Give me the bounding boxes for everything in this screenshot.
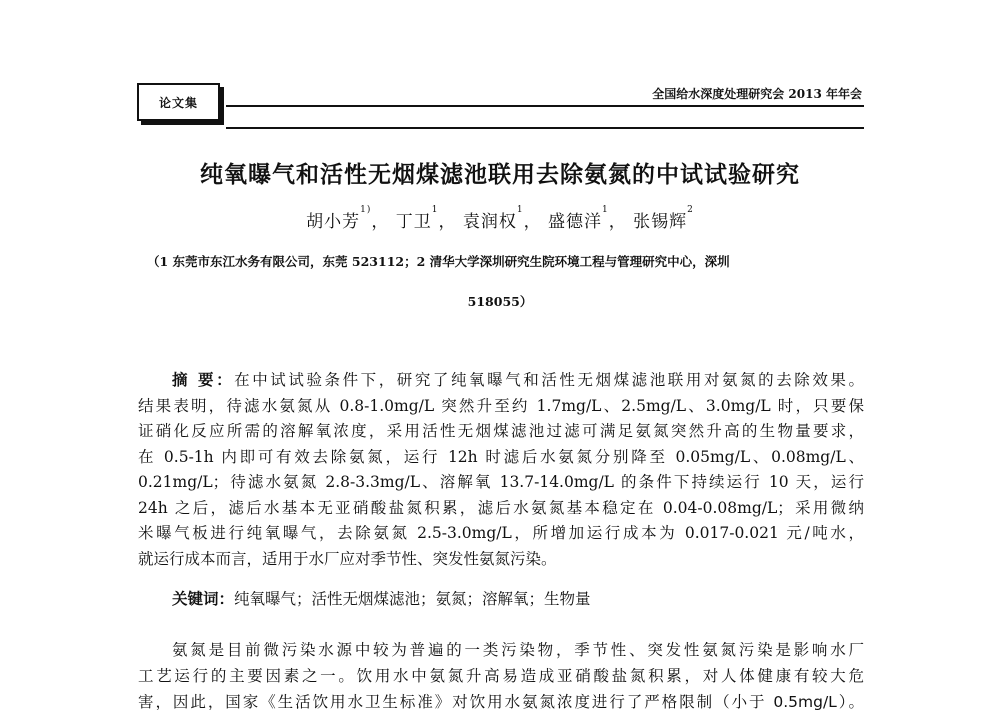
- body-line: 害，因此，国家《生活饮用水卫生标准》对饮用水氨氮浓度进行了严格限制（小于 0.5mg/L）。: [138, 693, 864, 710]
- affiliation-line: 518055）: [467, 294, 533, 309]
- keywords-text: 纯氧曝气；活性无烟煤滤池；氨氮；溶解氧；生物量: [234, 590, 591, 608]
- author-name: 胡小芳: [306, 212, 361, 232]
- author-name: 张锡辉: [633, 212, 688, 232]
- abstract-text: 在中试试验条件下，研究了纯氧曝气和活性无烟煤滤池联用对氨氮的去除效果。: [234, 371, 864, 389]
- author-name: 盛德洋: [548, 212, 603, 232]
- keywords-label: 关键词：: [172, 590, 235, 608]
- abstract-line: 米曝气板进行纯氧曝气，去除氨氮 2.5-3.0mg/L，所增加运行成本为 0.017-0.021 元/吨水，: [138, 524, 864, 542]
- header-rule-bottom: [226, 127, 864, 129]
- author-affil-mark: 1: [516, 205, 524, 215]
- author-name: 丁卫: [395, 212, 432, 232]
- author-name: 袁润权: [462, 212, 517, 232]
- header-rule-top: [226, 105, 864, 107]
- author-affil-mark: 2: [687, 205, 694, 215]
- journal-name: 全国给水深度处理研究会 2013 年年会: [652, 87, 862, 101]
- author-affil-mark: 1: [602, 205, 609, 215]
- abstract: [138, 368, 864, 572]
- author-affil-mark: 1: [431, 205, 439, 215]
- section-tag: 论文集: [158, 96, 198, 110]
- author-list: 胡小芳$^{1)}$， 丁卫$^1$， 袁润权$^1$， 盛德洋$^1$， 张锡辉$^2$: [306, 205, 694, 232]
- author-affil-mark: 1): [360, 205, 372, 215]
- abstract-line: 0.21mg/L；待滤水氨氮 2.8-3.3mg/L、溶解氧 13.7-14.0mg/L 的条件下持续运行 10 天，运行: [138, 473, 864, 491]
- body-line: 工艺运行的主要因素之一。饮用水中氨氮升高易造成亚硝酸盐氮积累，对人体健康有较大危: [138, 667, 864, 685]
- abstract-line: 结果表明，待滤水氨氮从 0.8-1.0mg/L 突然升至约 1.7mg/L、2.5mg/L、3.0mg/L 时，只要保: [138, 396, 864, 415]
- body-line: 氨氮是目前微污染水源中较为普遍的一类污染物，季节性、突发性氨氮污染是影响水厂: [172, 641, 864, 659]
- abstract-line: 证硝化反应所需的溶解氧浓度，采用活性无烟煤滤池过滤可满足氨氮突然升高的生物量要求，: [138, 422, 864, 440]
- keywords: [172, 587, 591, 609]
- affiliation-line: （1 东莞市东江水务有限公司，东莞 523112；2 清华大学深圳研究生院环境工程与管理研究中心，深圳: [147, 254, 730, 269]
- section-tag-box: [137, 83, 220, 121]
- abstract-label: 摘 要：: [172, 371, 235, 389]
- paper-title: 纯氧曝气和活性无烟煤滤池联用去除氨氮的中试试验研究: [200, 162, 800, 188]
- abstract-line: 24h 之后，滤后水基本无亚硝酸盐氮积累，滤后水氨氮基本稳定在 0.04-0.08mg/L；采用微纳: [138, 498, 864, 517]
- abstract-line: [138, 368, 864, 394]
- body-paragraph: [138, 637, 864, 710]
- abstract-line: 就运行成本而言，适用于水厂应对季节性、突发性氨氮污染。: [138, 549, 557, 568]
- abstract-line: 在 0.5-1h 内即可有效去除氨氮，运行 12h 时滤后水氨氮分别降至 0.05mg/L、0.08mg/L、: [138, 447, 864, 466]
